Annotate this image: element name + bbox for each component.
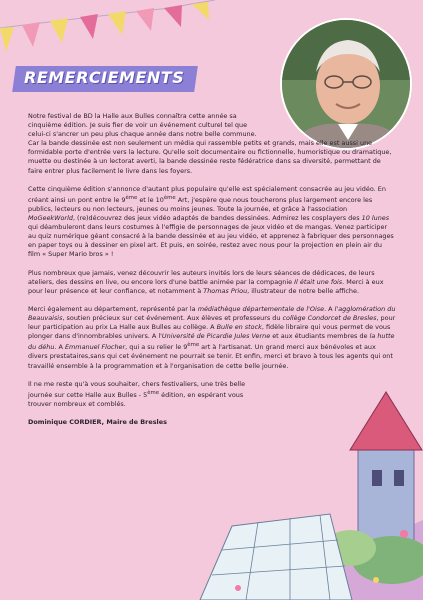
- partner-name: l'agglomération du Beauvaisis: [28, 304, 396, 322]
- partner-name: Université de Picardie Jules Verne: [161, 332, 271, 341]
- partner-name: médiathèque départementale de l'Oise: [197, 304, 325, 313]
- text-segment: qui déambuleront dans leurs costumes à l'effigie de personnages de jeux vidéo et de mangas. Venez participer au quiz numérique géant consacré à la bande dessinée et au jeu vidéo, et apprenez à fabriquer des personnages en paper toys ou à dessiner en pixel art. Et puis, en soirée, restez avec nous pour la projection en plein air du film « Super Mario bros » !: [28, 223, 394, 259]
- paragraph-video-games: [28, 185, 396, 260]
- company-name: Il était une fois: [294, 277, 343, 286]
- text-segment: , fidèle libraire qui vous permet de vous plonger dans d'innombrables univers. A l': [28, 323, 391, 341]
- text-segment: Art, j'espère que nous toucherons plus largement encore les publics, lecteurs ou non lecteurs, jeunes ou moins jeunes. Toute la journée, et grâce à l'association: [28, 195, 373, 213]
- superscript: ème: [187, 342, 200, 349]
- text-segment: Cette cinquième édition s'annonce d'autant plus populaire qu'elle est spécialement consacrée au jeu vidéo. En créant ainsi un pont entre le 9: [28, 184, 386, 204]
- partner-name: collège Condorcet de Bresles: [282, 313, 377, 322]
- partner-name: la hutte du déhu: [28, 332, 395, 352]
- partner-name: Emmanuel Flocher: [64, 343, 126, 352]
- paragraph-intro-cont: [28, 139, 396, 175]
- text-segment: Plus nombreux que jamais, venez découvrir les auteurs invités lors de leurs séances de dédicaces, de leurs ateliers, des dessins en live, ou encore lors d'une battle animée par la compagnie: [28, 268, 375, 286]
- paragraph-intro: [28, 112, 266, 139]
- text-segment: , illustrateur de notre belle affiche.: [247, 286, 360, 295]
- text-segment: art à l'artisanat. Un grand merci aux bénévoles et aux divers prestataires,sans qui cet événement ne pourrait se tenir. Et enfin, merci et bravo à tous les agents qui ont travaillé ensemble à la programmation et à l'organisation de cette belle journée.: [28, 343, 393, 370]
- illustrator-name: Thomas Priou: [203, 286, 248, 295]
- superscript: ème: [147, 389, 160, 396]
- cosplay-group-name: 10 lunes: [361, 214, 390, 223]
- superscript: ème: [163, 194, 176, 201]
- text-segment: . Merci à eux pour leur présence et leur confiance, et notamment à: [28, 277, 384, 295]
- text-segment: Car la bande dessinée est non seulement un média qui rassemble petits et grands, mais elle est aussi une formidable porte d'entrée vers la lecture. Qu'elle soit documentaire ou fictionnelle, humoristique ou dramatique, muette ou destinée à un lectorat averti, la bande dessinée reste fédératrice dans sa diversité, permettant de faire entrer plus facilement le livre dans les foyers.: [28, 139, 392, 175]
- text-segment: et le 10: [137, 195, 164, 204]
- page-title: REMERCIEMENTS: [24, 68, 185, 87]
- text-segment: et aux étudiants membres de: [270, 332, 370, 341]
- text-segment: , qui a su relier le 9: [125, 343, 188, 352]
- paragraph-closing: [28, 380, 246, 409]
- text-segment: Il ne me reste qu'à vous souhaiter, chers festivaliers, une très belle journée sur cette Halle aux Bulles - 5: [28, 379, 246, 399]
- paragraph-thanks: [28, 305, 396, 371]
- superscript: ème: [125, 194, 138, 201]
- paragraph-authors: [28, 269, 396, 296]
- text-segment: , (re)découvrez des jeux vidéo adaptés de bandes dessinées. Admirez les cosplayers des: [72, 214, 362, 223]
- text-segment: . A: [54, 343, 65, 352]
- text-segment: . A: [324, 304, 335, 313]
- association-name: MoGeekWorld: [28, 214, 73, 223]
- text-segment: , pour leur participation au prix La Halle aux Bulles au collège. A: [28, 313, 396, 332]
- text-segment: Merci également au département, représenté par la: [28, 304, 198, 313]
- body-text: [28, 112, 396, 436]
- text-segment: Notre festival de BD la Halle aux Bulles connaîtra cette année sa cinquième édition. Je suis fier de voir un événement culturel tel que celui-ci s'ancrer un peu plus chaque année dans notre belle commune.: [28, 112, 257, 139]
- signature: Dominique CORDIER, Maire de Bresles: [28, 418, 167, 427]
- text-segment: , soutien précieux sur cet événement. Aux élèves et professeurs du: [62, 313, 283, 322]
- text-segment: édition, en espérant vous trouver nombreux et comblés.: [28, 390, 244, 408]
- partner-name: Bulle en stock: [216, 323, 262, 332]
